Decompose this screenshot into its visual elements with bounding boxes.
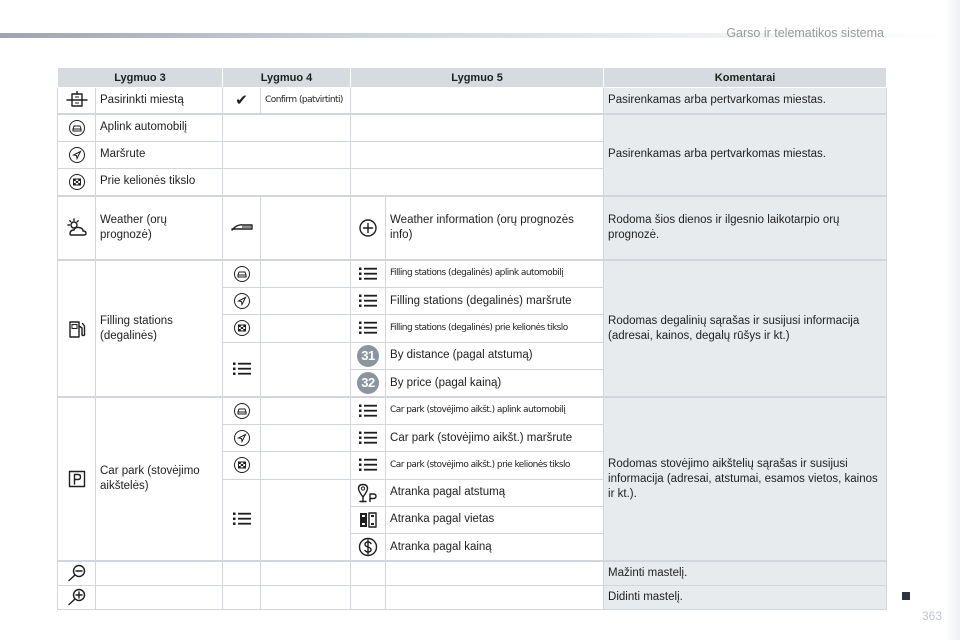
table-row <box>58 88 887 114</box>
sort-price-label[interactable]: Atranka pagal kainą <box>386 534 604 561</box>
dollar-price-icon[interactable] <box>358 537 378 557</box>
filling-around-cell-icon <box>223 260 261 287</box>
around-car-label[interactable]: Aplink automobilį <box>96 114 223 141</box>
filling-stations-label[interactable]: Filling stations (degalinės) <box>96 260 223 397</box>
page-edge-rail <box>944 0 960 640</box>
column-header-level4: Lygmuo 4 <box>223 68 351 88</box>
filling-sort-cell <box>223 342 261 397</box>
filling-comment: Rodomas degalinių sąrašas ir susijusi informacija (adresai, kainos, degalų rūšys ir kt.) <box>604 260 887 397</box>
fuel-pump-icon <box>67 318 87 340</box>
table-row <box>58 114 887 141</box>
zoom-out-comment: Mažinti mastelį. <box>604 561 887 585</box>
park-route-cell-icon <box>223 424 261 451</box>
table-row <box>58 561 887 585</box>
filling-around-label[interactable]: Filling stations (degalinės) aplink automobilį <box>386 260 604 287</box>
filling-around-list-cell <box>351 260 386 287</box>
city-building-icon <box>66 91 88 109</box>
sort-price-cell-icon <box>351 534 386 561</box>
destination-cell-icon <box>58 168 96 195</box>
destination-flag-icon <box>68 173 86 191</box>
sort-places-cell-icon <box>351 506 386 533</box>
table-row <box>58 585 887 609</box>
park-sort-cell <box>223 479 261 561</box>
callout-badge-31: 31 <box>357 345 379 367</box>
empty-cell <box>96 561 223 585</box>
zoom-in-icon[interactable] <box>67 588 87 606</box>
empty-cell <box>386 561 604 585</box>
park-route-label[interactable]: Car park (stovėjimo aikšt.) maršrute <box>386 424 604 451</box>
weather-info-cell-icon <box>351 196 386 261</box>
weather-comment: Rodoma šios dienos ir ilgesnio laikotarpio orų prognozė. <box>604 196 887 261</box>
park-around-cell-icon <box>223 397 261 424</box>
empty-cell <box>261 342 351 397</box>
empty-cell <box>351 114 604 141</box>
empty-cell <box>351 88 604 114</box>
car-park-cell-icon <box>58 397 96 561</box>
empty-cell <box>261 479 351 561</box>
table-row <box>58 196 887 261</box>
page-marker <box>902 592 910 600</box>
near-destination-label[interactable]: Prie kelionės tikslo <box>96 168 223 195</box>
table-row <box>58 260 887 287</box>
route-arrow-icon <box>68 146 86 164</box>
park-destination-label[interactable]: Car park (stovėjimo aikšt.) prie kelionės tikslo <box>386 452 604 479</box>
empty-cell <box>261 288 351 315</box>
table-row <box>58 397 887 424</box>
park-route-list-cell <box>351 424 386 451</box>
badge-31-cell <box>351 342 386 369</box>
empty-cell <box>96 585 223 609</box>
choose-city-comment: Pasirenkamas arba pertvarkomas miestas. <box>604 88 887 114</box>
list-icon[interactable] <box>358 321 378 335</box>
parking-spaces-icon[interactable] <box>357 510 379 530</box>
weather-cloud-sun-icon <box>65 218 89 238</box>
by-price-label[interactable]: By price (pagal kainą) <box>386 369 604 397</box>
column-header-level5: Lygmuo 5 <box>351 68 604 88</box>
empty-cell <box>261 585 351 609</box>
sort-places-label[interactable]: Atranka pagal vietas <box>386 506 604 533</box>
filling-route-label[interactable]: Filling stations (degalinės) maršrute <box>386 288 604 315</box>
list-icon[interactable] <box>232 362 252 376</box>
callout-badge-32: 32 <box>357 372 379 394</box>
empty-cell <box>223 585 261 609</box>
park-around-label[interactable]: Car park (stovėjimo aikšt.) aplink automobilį <box>386 397 604 424</box>
destination-flag-icon[interactable] <box>233 319 251 337</box>
car-park-comment: Rodomas stovėjimo aikštelių sąrašas ir susijusi informacija (adresai, atstumai, esamos vietos, kainos ir kt.). <box>604 397 887 561</box>
list-icon[interactable] <box>358 404 378 418</box>
empty-cell <box>351 561 386 585</box>
destination-flag-icon[interactable] <box>233 456 251 474</box>
filling-route-cell-icon <box>223 288 261 315</box>
empty-cell <box>261 196 351 261</box>
table-header-row <box>58 68 887 88</box>
zoom-out-cell-icon <box>58 561 96 585</box>
empty-cell <box>351 585 386 609</box>
parking-icon <box>68 470 86 488</box>
filling-destination-list-cell <box>351 315 386 342</box>
confirm-label[interactable]: Confirm (patvirtinti) <box>261 88 351 114</box>
by-distance-label[interactable]: By distance (pagal atstumą) <box>386 342 604 369</box>
empty-cell <box>223 561 261 585</box>
weather-label[interactable]: Weather (orų prognozė) <box>96 196 223 261</box>
list-icon[interactable] <box>358 431 378 445</box>
location-pin-p-icon[interactable] <box>357 483 379 503</box>
on-route-cell-icon <box>58 141 96 168</box>
zoom-in-cell-icon <box>58 585 96 609</box>
empty-cell <box>223 114 351 141</box>
empty-cell <box>386 585 604 609</box>
empty-cell <box>351 141 604 168</box>
choose-city-label[interactable]: Pasirinkti miestą <box>96 88 223 114</box>
on-route-label[interactable]: Maršrute <box>96 141 223 168</box>
filling-cell-icon <box>58 260 96 397</box>
weather-cell-icon <box>58 196 96 261</box>
badge-32-cell <box>351 369 386 397</box>
sort-distance-cell-icon <box>351 479 386 506</box>
around-car-icon[interactable] <box>233 402 251 420</box>
column-header-comments: Komentarai <box>604 68 887 88</box>
section-title: Garso ir telematikos sistema <box>726 26 884 40</box>
check-icon[interactable]: ✔ <box>223 88 261 114</box>
list-icon[interactable] <box>358 267 378 281</box>
list-icon[interactable] <box>232 512 252 526</box>
navigation-menu-table <box>57 67 887 610</box>
route-arrow-icon[interactable] <box>233 292 251 310</box>
around-car-icon[interactable] <box>233 265 251 283</box>
around-car-icon <box>68 119 86 137</box>
filling-destination-label[interactable]: Filling stations (degalinės) prie kelionės tikslo <box>386 315 604 342</box>
city-cell-icon <box>58 88 96 114</box>
empty-cell <box>261 424 351 451</box>
park-around-list-cell <box>351 397 386 424</box>
empty-cell <box>351 168 604 195</box>
weather-level4-cell-icon <box>223 196 261 261</box>
empty-cell <box>261 452 351 479</box>
empty-cell <box>223 168 351 195</box>
filling-destination-cell-icon <box>223 315 261 342</box>
weather-info-label[interactable]: Weather information (orų prognozės info) <box>386 196 604 261</box>
park-destination-cell-icon <box>223 452 261 479</box>
weather-wind-icon <box>230 221 254 233</box>
column-header-level3: Lygmuo 3 <box>58 68 223 88</box>
empty-cell <box>261 561 351 585</box>
add-plus-circle-icon[interactable] <box>358 218 378 238</box>
route-arrow-icon[interactable] <box>233 429 251 447</box>
group1-comment: Pasirenkamas arba pertvarkomas miestas. <box>604 114 887 196</box>
page-number: 363 <box>921 609 942 623</box>
zoom-in-comment: Didinti mastelį. <box>604 585 887 609</box>
list-icon[interactable] <box>358 458 378 472</box>
park-destination-list-cell <box>351 452 386 479</box>
list-icon[interactable] <box>358 294 378 308</box>
empty-cell <box>261 315 351 342</box>
zoom-out-icon[interactable] <box>67 564 87 582</box>
around-car-cell-icon <box>58 114 96 141</box>
empty-cell <box>261 397 351 424</box>
empty-cell <box>261 260 351 287</box>
filling-route-list-cell <box>351 288 386 315</box>
empty-cell <box>223 141 351 168</box>
car-park-label[interactable]: Car park (stovėjimo aikštelės) <box>96 397 223 561</box>
sort-distance-label[interactable]: Atranka pagal atstumą <box>386 479 604 506</box>
